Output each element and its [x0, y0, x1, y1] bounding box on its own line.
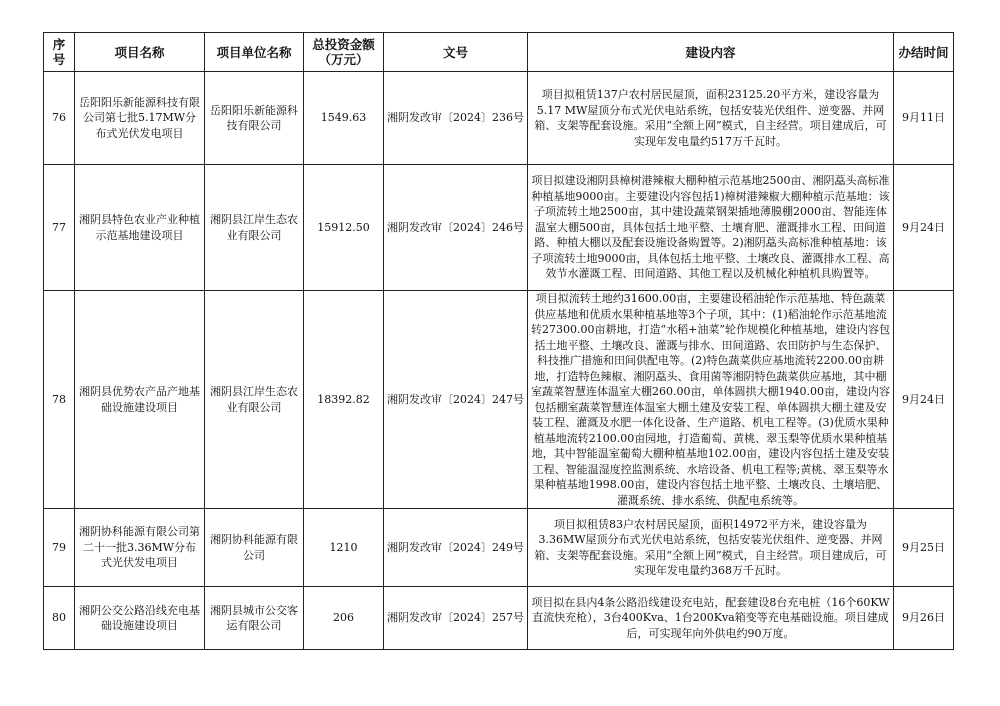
doc-number: 湘阴发改审〔2024〕247号 — [384, 291, 528, 509]
project-name: 湘阴县优势农产品产地基础设施建设项目 — [75, 291, 205, 509]
project-unit: 岳阳阳乐新能源科技有限公司 — [205, 72, 304, 165]
project-content: 项目拟租赁137户农村居民屋顶，面积23125.20平方米，建设容量为5.17 MW屋顶分布式光伏电站系统，包括安装光伏组件、逆变器、并网箱、支架等配套设施。采用“全额上网”模式，自主经营。项目建成后，可实现年发电量约517万千瓦时。 — [528, 72, 894, 165]
project-name: 湘阴协科能源有限公司第二十一批3.36MW分布式光伏发电项目 — [75, 509, 205, 587]
doc-number: 湘阴发改审〔2024〕236号 — [384, 72, 528, 165]
completion-date: 9月24日 — [894, 291, 954, 509]
table-row — [44, 165, 954, 291]
project-unit: 湘阴县江岸生态农业有限公司 — [205, 291, 304, 509]
row-no: 76 — [44, 72, 75, 165]
project-invest: 18392.82 — [304, 291, 384, 509]
table-row — [44, 509, 954, 587]
doc-number: 湘阴发改审〔2024〕249号 — [384, 509, 528, 587]
table-row — [44, 72, 954, 165]
table-row — [44, 587, 954, 650]
header-doc: 文号 — [384, 33, 528, 72]
project-invest: 1549.63 — [304, 72, 384, 165]
doc-number: 湘阴发改审〔2024〕246号 — [384, 165, 528, 291]
header-no: 序号 — [44, 33, 75, 72]
completion-date: 9月26日 — [894, 587, 954, 650]
header-content: 建设内容 — [528, 33, 894, 72]
table-row — [44, 291, 954, 509]
header-date: 办结时间 — [894, 33, 954, 72]
project-name: 湘阴公交公路沿线充电基础设施建设项目 — [75, 587, 205, 650]
row-no: 80 — [44, 587, 75, 650]
doc-number: 湘阴发改审〔2024〕257号 — [384, 587, 528, 650]
project-invest: 1210 — [304, 509, 384, 587]
row-no: 77 — [44, 165, 75, 291]
project-content: 项目拟流转土地约31600.00亩，主要建设稻油轮作示范基地、特色蔬菜供应基地和优质水果种植基地等3个子项，其中：(1)稻油轮作示范基地流转27300.00亩耕地，打造“水稻+油菜”轮作规模化种植基地，建设内容包括土地平整、土壤改良、灌溉与排水、田间道路、农田防护与生态保护、科技推广措施和田间供配电等。(2)特色蔬菜供应基地流转2200.00亩耕地，打造特色辣椒、湘阴藠头、食用菌等湘阴特色蔬菜供应基地，其中棚室蔬菜智慧连体温室大棚260.00亩，单体圆拱大棚1940.00亩，建设内容包括棚室蔬菜智慧连体温室大棚土建及安装工程、单体圆拱大棚土建及安装工程、灌溉及水肥一体化设备、生产道路、机电工程等。(3)优质水果种植基地流转2100.00亩园地，打造葡萄、黄桃、翠玉梨等优质水果种植基地，其中智能温室葡萄大棚种植基地102.00亩，建设内容包括土建及安装工程、智能温湿度控监测系统、水培设备、机电工程等;黄桃、翠玉梨等水果种植基地1998.00亩，建设内容包括土地平整、土壤改良、土壤培肥、灌溉系统、排水系统、供配电系统等。 — [528, 291, 894, 509]
project-name: 岳阳阳乐新能源科技有限公司第七批5.17MW分布式光伏发电项目 — [75, 72, 205, 165]
row-no: 79 — [44, 509, 75, 587]
project-invest: 206 — [304, 587, 384, 650]
header-invest: 总投资金额（万元） — [304, 33, 384, 72]
project-unit: 湘阴县城市公交客运有限公司 — [205, 587, 304, 650]
project-content: 项目拟建设湘阴县樟树港辣椒大棚种植示范基地2500亩、湘阴藠头高标准种植基地9000亩。主要建设内容包括1)樟树港辣椒大棚种植示范基地：该子项流转土地2500亩，其中建设蔬菜钢架插地薄膜棚2000亩、智能连体温室大棚500亩，具体包括土地平整、土壤育肥、灌溉排水工程、田间道路、种植大棚以及配套设施设备购置等。2)湘阴藠头高标准种植基地：该子项流转土地9000亩，具体包括土地平整、土壤改良、灌溉排水工程、高效节水灌溉工程、田间道路、其他工程以及机械化种植机具购置等。 — [528, 165, 894, 291]
project-unit: 湘阴协科能源有限公司 — [205, 509, 304, 587]
project-content: 项目拟在县内4条公路沿线建设充电站，配套建设8台充电桩（16个60KW直流快充枪），3台400Kva、1台200Kva箱变等充电基础设施。项目建成后，可实现年向外供电约90万度。 — [528, 587, 894, 650]
header-row — [44, 33, 954, 72]
completion-date: 9月25日 — [894, 509, 954, 587]
completion-date: 9月11日 — [894, 72, 954, 165]
project-content: 项目拟租赁83户农村居民屋顶，面积14972平方米，建设容量为3.36MW屋顶分布式光伏电站系统，包括安装光伏组件、逆变器、并网箱、支架等配套设施。采用“全额上网”模式，自主经营。项目建成后，可实现年发电量约368万千瓦时。 — [528, 509, 894, 587]
completion-date: 9月24日 — [894, 165, 954, 291]
row-no: 78 — [44, 291, 75, 509]
project-table — [43, 32, 954, 650]
project-name: 湘阴县特色农业产业种植示范基地建设项目 — [75, 165, 205, 291]
header-name: 项目名称 — [75, 33, 205, 72]
project-invest: 15912.50 — [304, 165, 384, 291]
header-unit: 项目单位名称 — [205, 33, 304, 72]
project-unit: 湘阴县江岸生态农业有限公司 — [205, 165, 304, 291]
